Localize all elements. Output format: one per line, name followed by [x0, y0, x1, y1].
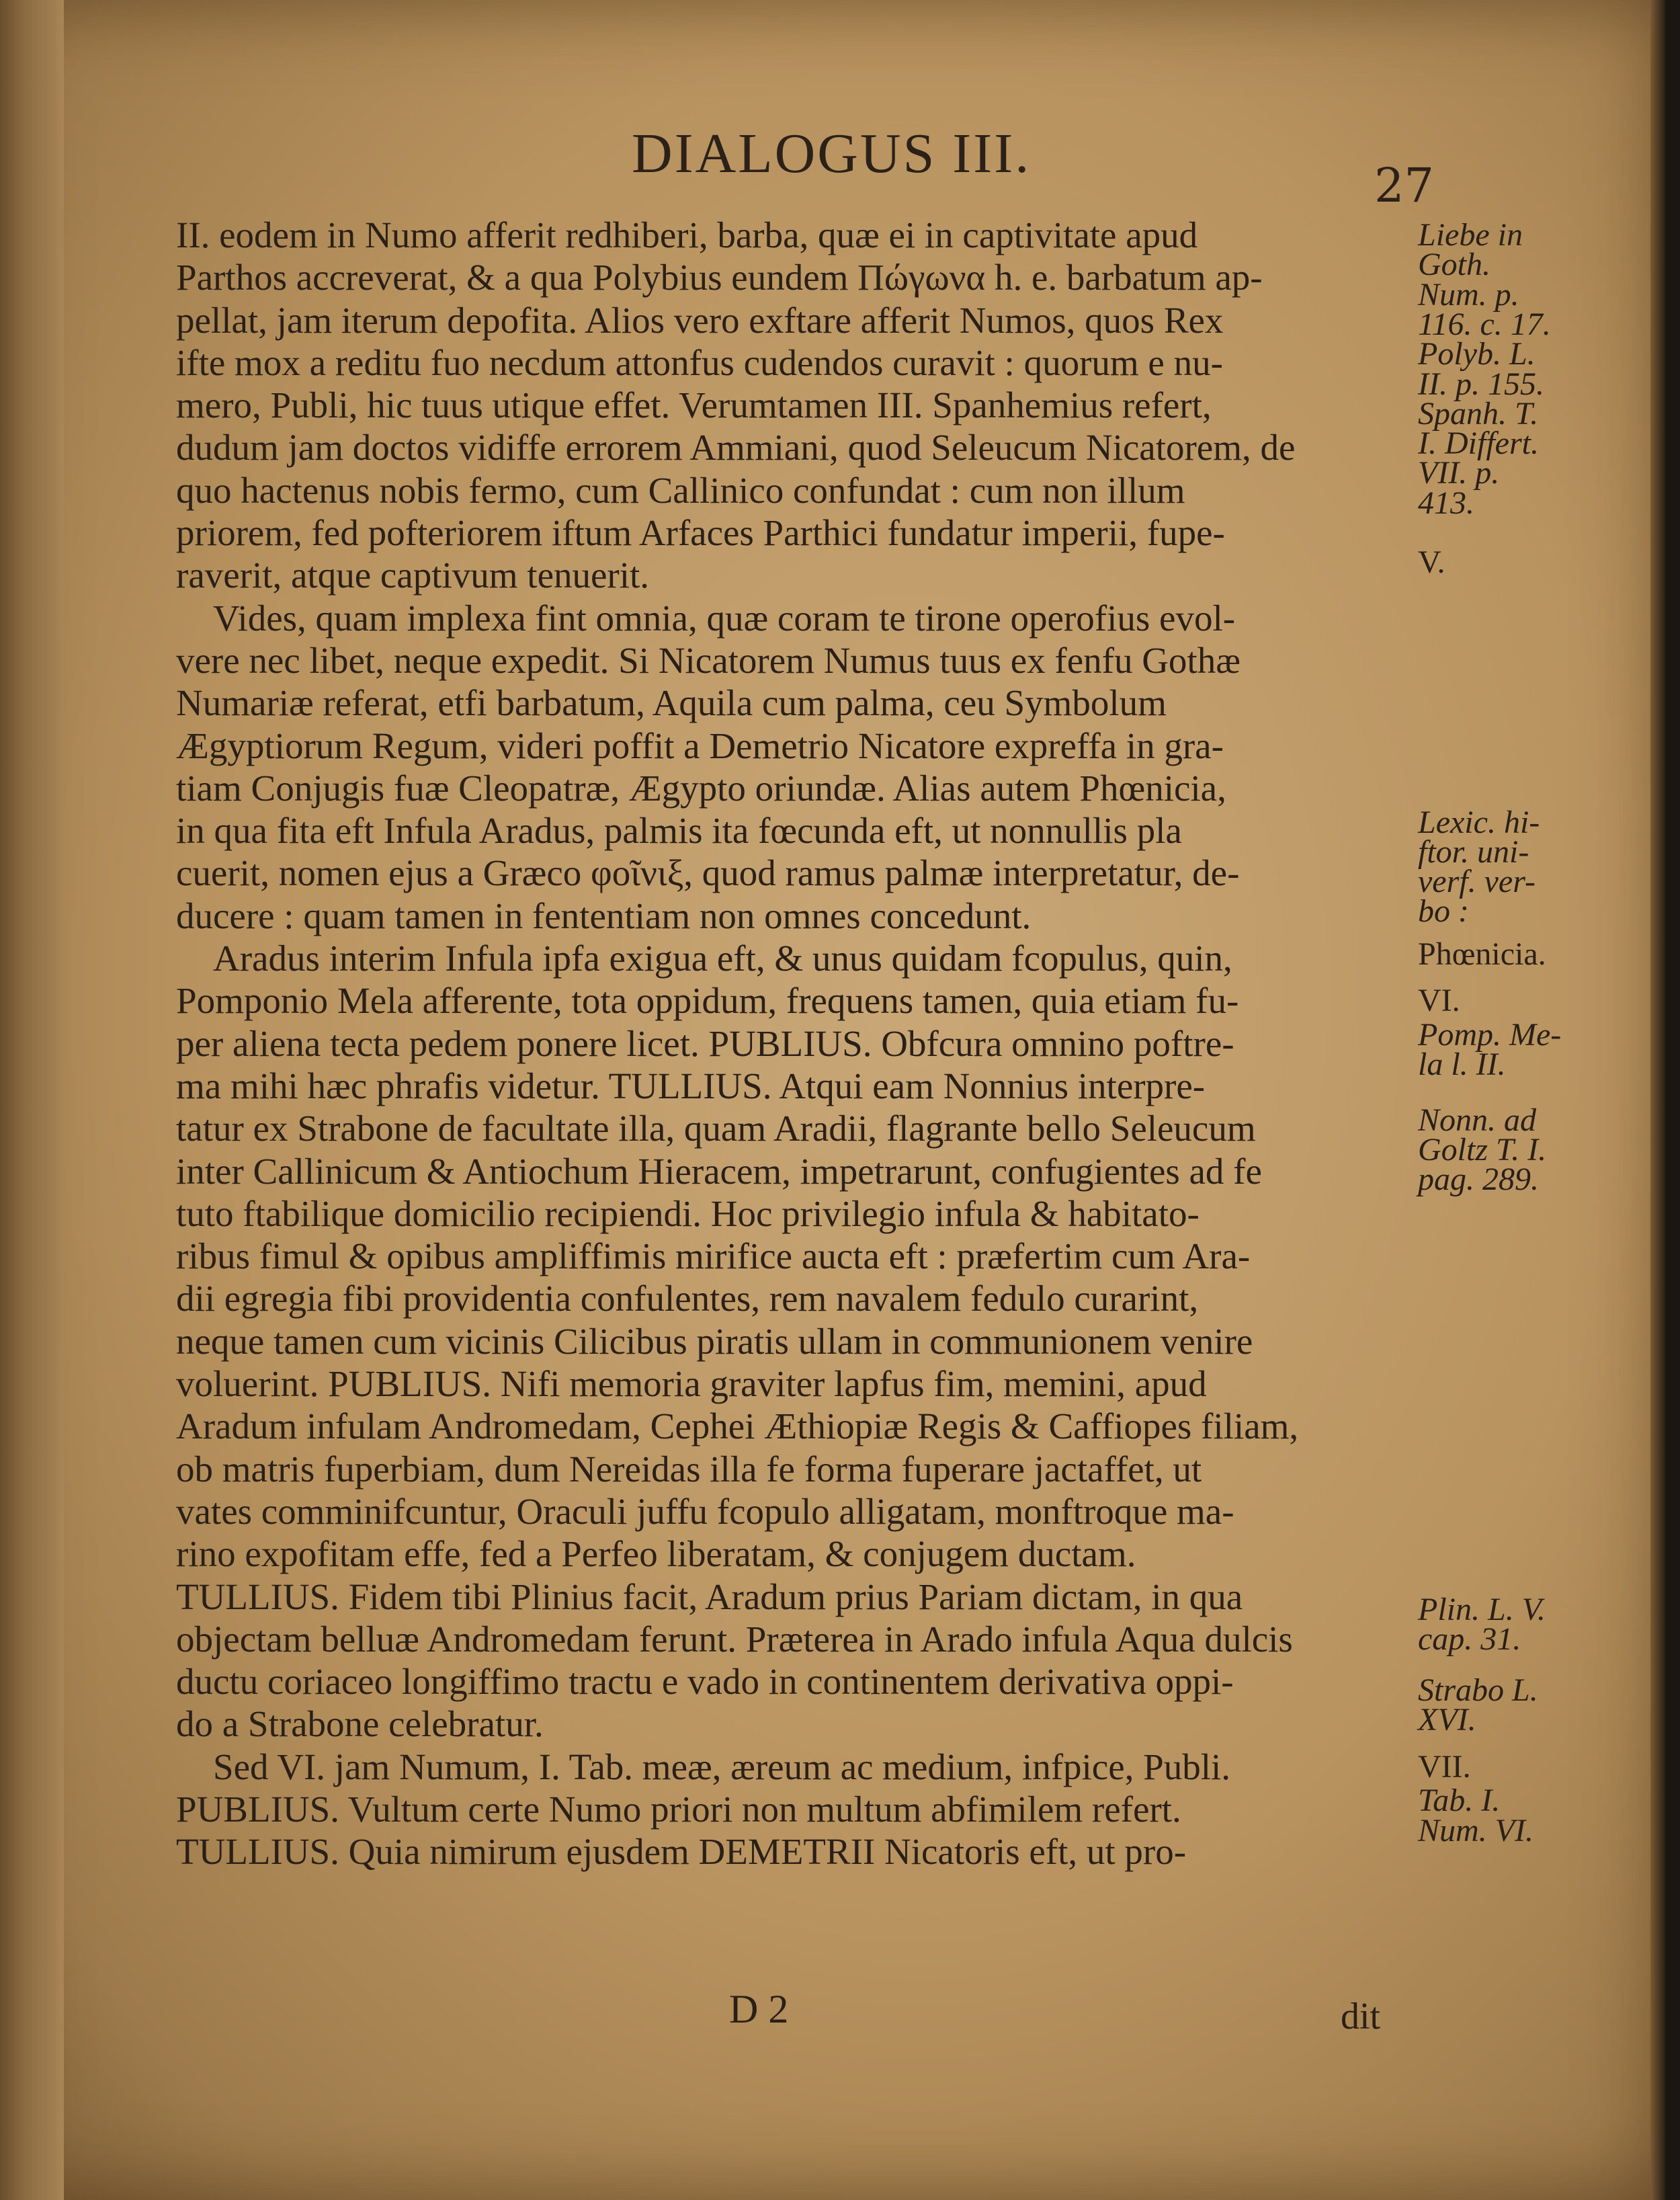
margin-note: Pomp. Me-	[1418, 1017, 1562, 1053]
margin-note: XVI.	[1418, 1702, 1476, 1738]
text-line: Sed VI. jam Numum, I. Tab. meæ, æreum ac medium, infpice, Publi.	[213, 1746, 1231, 1787]
margin-note: II. p. 155.	[1418, 366, 1544, 402]
margin-note: VII.	[1418, 1748, 1471, 1785]
margin-note: Tab. I.	[1418, 1783, 1501, 1819]
margin-note: Num. VI.	[1418, 1812, 1534, 1848]
text-line: do a Strabone celebratur.	[176, 1703, 544, 1745]
text-line: voluerint. PUBLIUS. Nifi memoria graviter lapfus fim, memini, apud	[176, 1363, 1207, 1405]
margin-note: bo :	[1418, 893, 1469, 930]
text-line: vere nec libet, neque expedit. Si Nicatorem Numus tuus ex fenfu Gothæ	[176, 639, 1241, 681]
text-line: Aradus interim Infula ipfa exigua eft, & unus quidam fcopulus, quin,	[213, 938, 1232, 979]
text-line: tuto ftabilique domicilio recipiendi. Hoc privilegio infula & habitato-	[176, 1192, 1200, 1234]
text-line: ribus fimul & opibus ampliffimis mirifice aucta eft : præfertim cum Ara-	[176, 1235, 1251, 1277]
margin-note: Goltz T. I.	[1418, 1131, 1547, 1168]
text-line: quo hactenus nobis fermo, cum Callinico confundat : cum non illum	[176, 469, 1185, 511]
text-line: mero, Publi, hic tuus utique effet. Verumtamen III. Spanhemius refert,	[176, 384, 1212, 426]
text-line: tatur ex Strabone de facultate illa, quam Aradii, flagrante bello Seleucum	[176, 1108, 1256, 1149]
body-text	[176, 214, 1406, 1873]
margin-note: Liebe in	[1418, 217, 1523, 253]
text-line: Ægyptiorum Regum, videri poffit a Demetrio Nicatore expreffa in gra-	[176, 725, 1224, 766]
text-line: Pomponio Mela afferente, tota oppidum, frequens tamen, quia etiam fu-	[176, 980, 1239, 1022]
text-line: PUBLIUS. Vultum certe Numo priori non multum abfimilem refert.	[176, 1788, 1181, 1830]
text-line: neque tamen cum vicinis Cilicibus piratis ullam in communionem venire	[176, 1320, 1253, 1362]
text-line: Numariæ referat, etfi barbatum, Aquila cum palma, ceu Symbolum	[176, 682, 1167, 724]
text-line: Vides, quam implexa fint omnia, quæ coram te tirone operofius evol-	[213, 597, 1236, 639]
margin-note: VII. p.	[1418, 455, 1500, 491]
running-title: DIALOGUS III.	[632, 122, 1032, 185]
margin-note: Plin. L. V.	[1418, 1591, 1546, 1627]
text-line: per aliena tecta pedem ponere licet. PUBLIUS. Obfcura omnino poftre-	[176, 1022, 1234, 1064]
text-line: II. eodem in Numo afferit redhiberi, barba, quæ ei in captivitate apud	[176, 214, 1198, 255]
margin-note: V.	[1418, 544, 1445, 581]
margin-note: VI.	[1418, 983, 1460, 1019]
text-line: tiam Conjugis fuæ Cleopatræ, Ægypto oriundæ. Alias autem Phœnicia,	[176, 767, 1226, 809]
margin-note: 116. c. 17.	[1418, 306, 1551, 342]
text-line: inter Callinicum & Antiochum Hieracem, impetrarunt, confugientes ad fe	[176, 1150, 1262, 1192]
text-line: objectam belluæ Andromedam ferunt. Præterea in Arado infula Aqua dulcis	[176, 1618, 1293, 1660]
margin-note: pag. 289.	[1418, 1162, 1539, 1198]
text-line: raverit, atque captivum tenuerit.	[176, 555, 650, 596]
text-line: Parthos accreverat, & a qua Polybius eundem Πώγωνα h. e. barbatum ap-	[176, 257, 1263, 298]
text-line: ob matris fuperbiam, dum Nereidas illa fe forma fuperare jactaffet, ut	[176, 1448, 1202, 1490]
text-line: dii egregia fibi providentia confulentes, rem navalem fedulo curarint,	[176, 1278, 1199, 1319]
text-line: in qua fita eft Infula Aradus, palmis ita fœcunda eft, ut nonnullis pla	[176, 810, 1182, 852]
text-line: Aradum infulam Andromedam, Cephei Æthiopiæ Regis & Caffiopes filiam,	[176, 1405, 1299, 1447]
text-line: rino expofitam effe, fed a Perfeo liberatam, & conjugem ductam.	[176, 1533, 1136, 1575]
page-binding	[0, 0, 64, 2200]
margin-note: Goth.	[1418, 247, 1490, 283]
page-edge	[1650, 0, 1665, 2200]
catchword: dit	[1341, 1996, 1381, 2037]
signature-mark: D 2	[729, 1987, 789, 2031]
margin-note: Lexic. hi-	[1418, 804, 1540, 840]
margin-note: 413.	[1418, 485, 1474, 521]
margin-note: cap. 31.	[1418, 1621, 1521, 1657]
margin-note: Polyb. L.	[1418, 336, 1536, 372]
text-line: priorem, fed pofteriorem iftum Arfaces Parthici fundatur imperii, fupe-	[176, 512, 1225, 554]
margin-note: Strabo L.	[1418, 1672, 1538, 1708]
text-line: dudum jam doctos vidiffe errorem Ammiani, quod Seleucum Nicatorem, de	[176, 427, 1296, 468]
text-line: cuerit, nomen ejus a Græco φοῖνιξ, quod ramus palmæ interpretatur, de-	[176, 852, 1240, 894]
text-line: pellat, jam iterum depofita. Alios vero exftare afferit Numos, quos Rex	[176, 299, 1224, 341]
margin-note: Num. p.	[1418, 276, 1519, 313]
text-line: TULLIUS. Fidem tibi Plinius facit, Aradum prius Pariam dictam, in qua	[176, 1576, 1243, 1617]
text-line: ducere : quam tamen in fententiam non omnes concedunt.	[176, 895, 1032, 936]
text-line: vates comminifcuntur, Oraculi juffu fcopulo alligatam, monftroque ma-	[176, 1490, 1234, 1532]
margin-note: la l. II.	[1418, 1047, 1506, 1083]
text-line: ma mihi hæc phrafis videtur. TULLIUS. Atqui eam Nonnius interpre-	[176, 1065, 1206, 1106]
margin-note: verf. ver-	[1418, 864, 1536, 900]
page-number: 27	[1374, 158, 1435, 213]
margin-note: Spanh. T.	[1418, 395, 1539, 432]
margin-note: ftor. uni-	[1418, 833, 1529, 870]
text-line: ductu coriaceo longiffimo tractu e vado in continentem derivativa oppi-	[176, 1661, 1234, 1703]
margin-note: Nonn. ad	[1418, 1102, 1537, 1138]
text-line: ifte mox a reditu fuo necdum attonfus cudendos curavit : quorum e nu-	[176, 341, 1223, 383]
text-line: TULLIUS. Quia nimirum ejusdem DEMETRII Nicatoris eft, ut pro-	[176, 1831, 1187, 1873]
margin-note: Phœnicia.	[1418, 936, 1546, 972]
margin-note: I. Differt.	[1418, 425, 1539, 462]
